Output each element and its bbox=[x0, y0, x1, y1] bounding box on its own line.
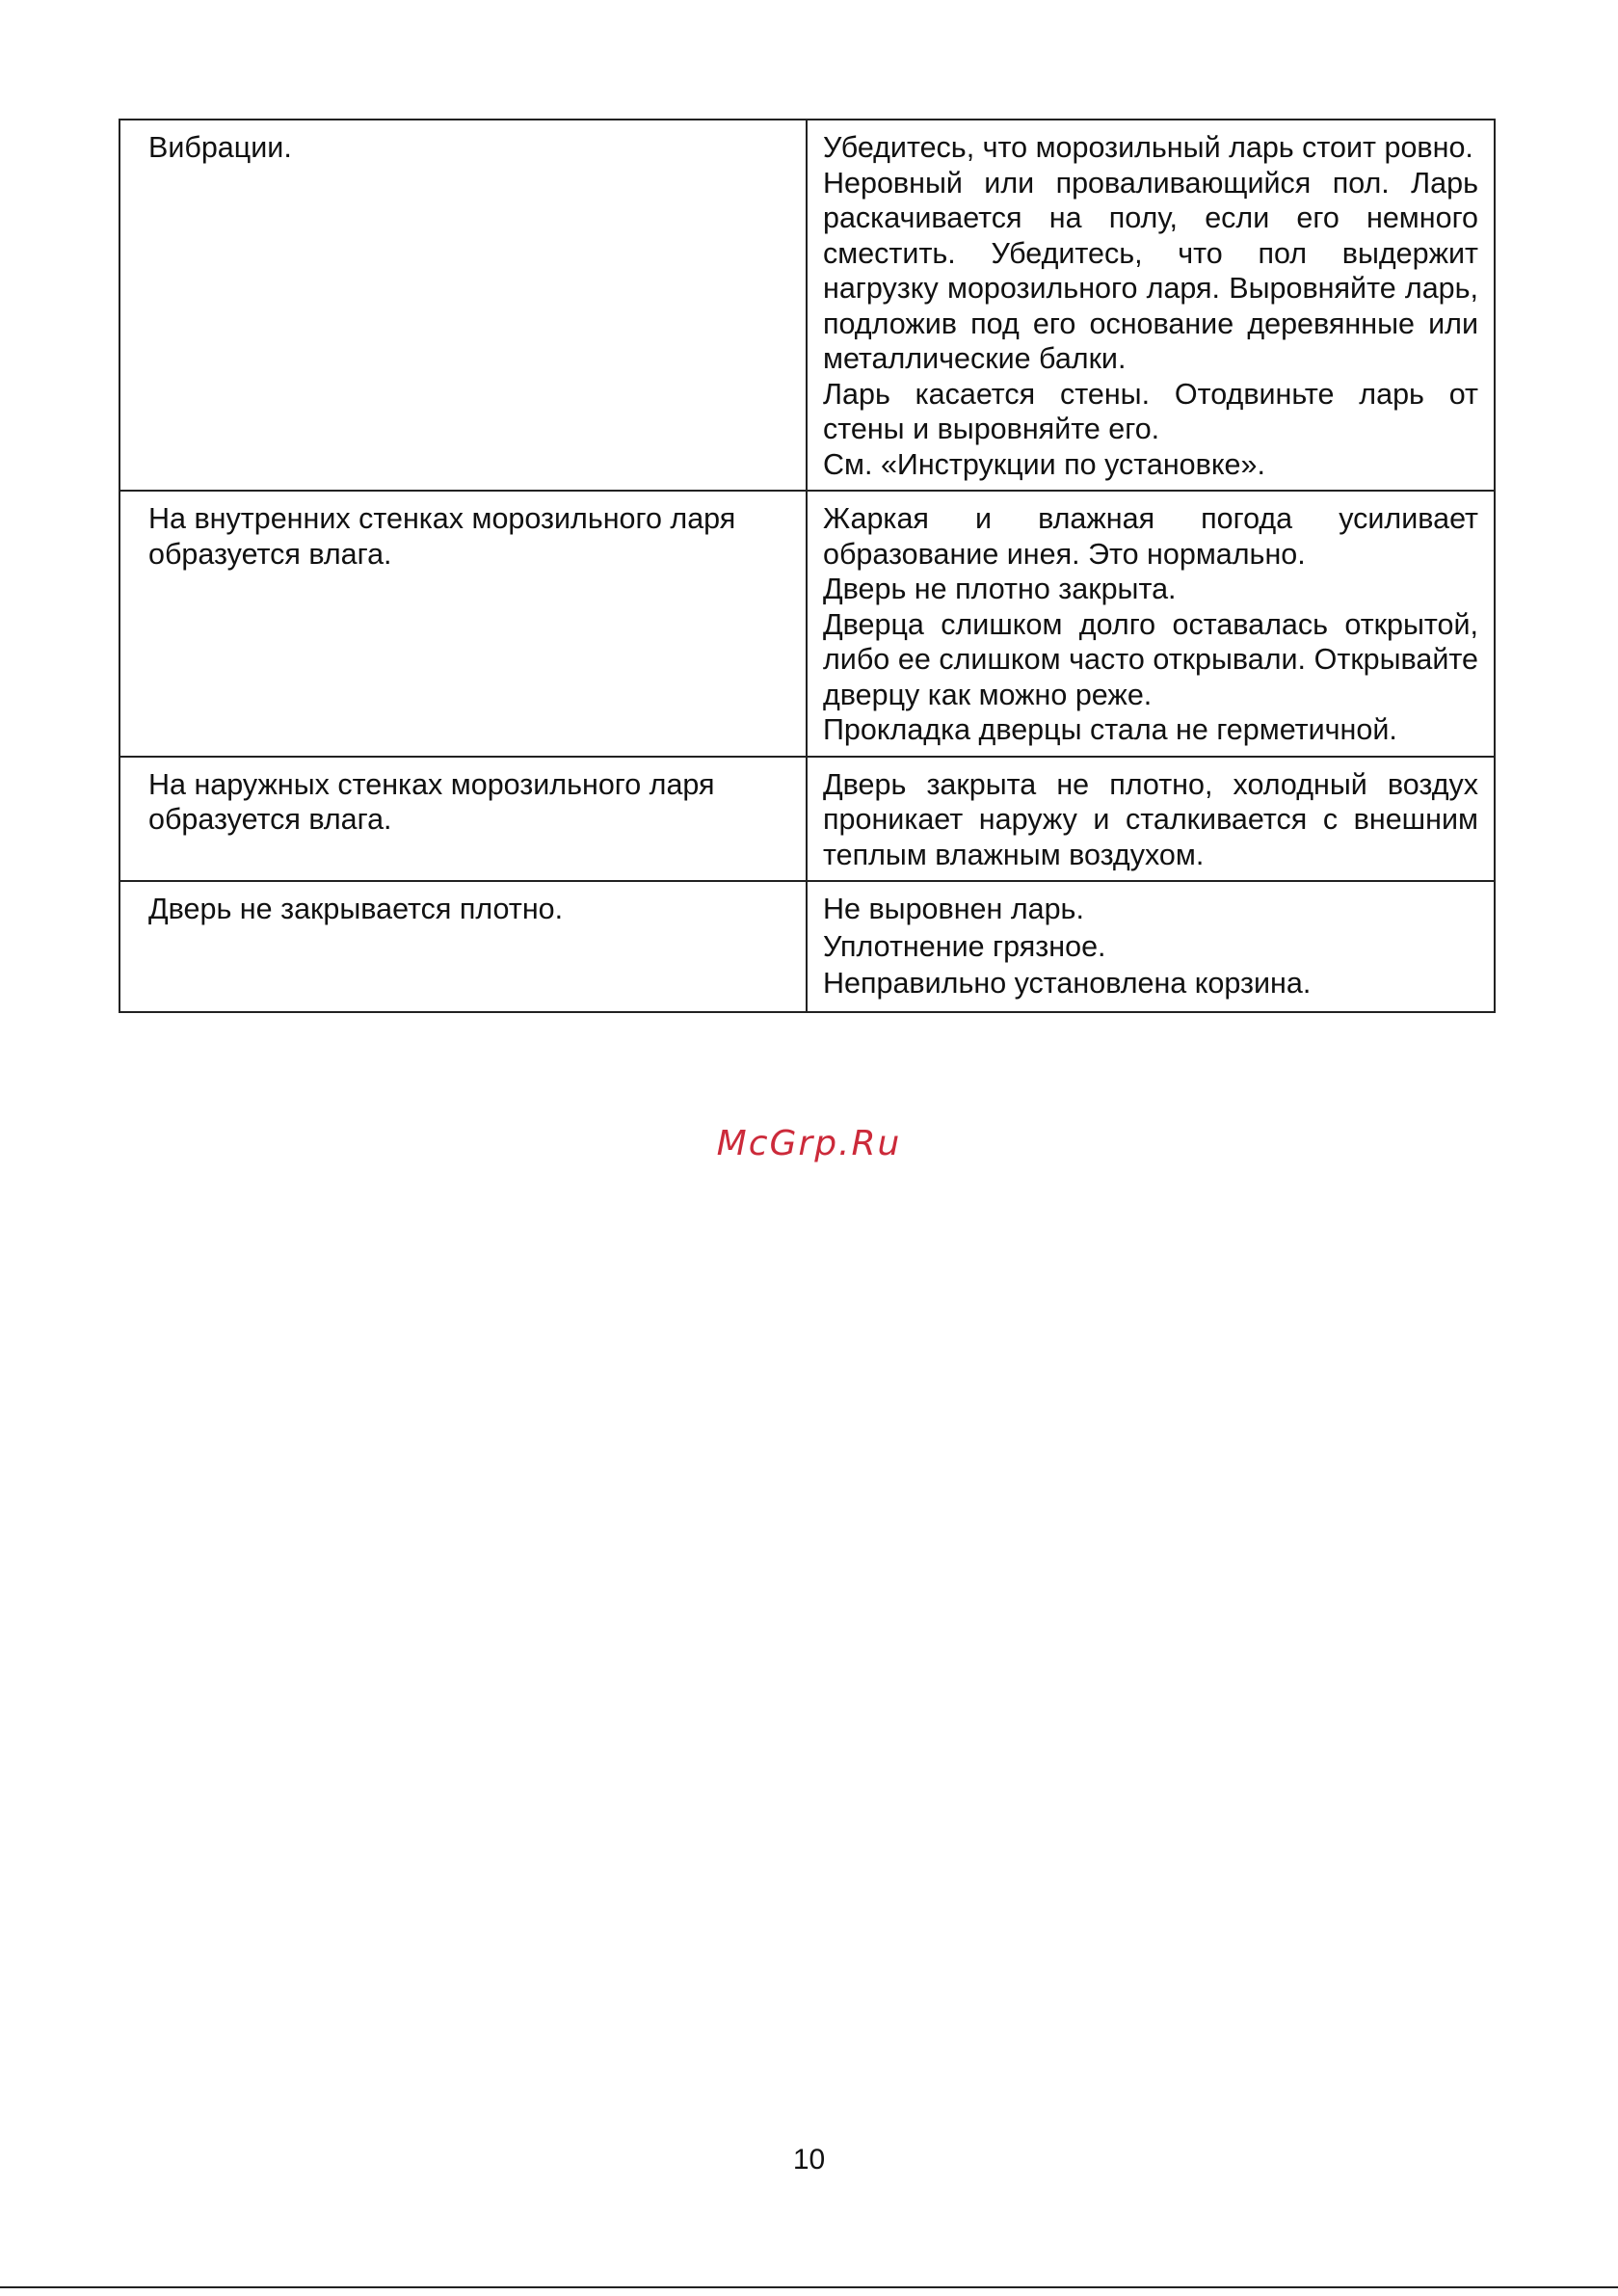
problem-cell bbox=[119, 881, 807, 1012]
solution-cell bbox=[807, 757, 1495, 882]
bottom-divider bbox=[0, 2286, 1618, 2288]
solution-text: Дверь закрыта не плотно, холодный воздух проникает наружу и сталкивается с внешним теплым влажным воздухом. bbox=[823, 767, 1478, 871]
table-row bbox=[119, 757, 1495, 882]
problem-text: На наружных стенках морозильного ларя образуется влага. bbox=[148, 767, 715, 836]
table-row bbox=[119, 881, 1495, 1012]
solution-text: Дверь не плотно закрыта. bbox=[823, 573, 1177, 605]
solution-cell bbox=[807, 491, 1495, 757]
page-number: 10 bbox=[792, 2144, 826, 2176]
problem-text: На внутренних стенках морозильного ларя образуется влага. bbox=[148, 502, 736, 571]
problem-cell bbox=[119, 757, 807, 882]
watermark-link[interactable]: McGrp.Ru bbox=[716, 1124, 902, 1163]
solution-text: Убедитесь, что морозильный ларь стоит ровно. bbox=[823, 131, 1473, 164]
solution-text: Жаркая и влажная погода усиливает образование инея. Это нормально. bbox=[823, 502, 1478, 571]
solution-cell bbox=[807, 881, 1495, 1012]
solution-text: См. «Инструкции по установке». bbox=[823, 447, 1265, 481]
solution-text: Неправильно установлена корзина. bbox=[823, 967, 1312, 1000]
solution-text: Не выровнен ларь. bbox=[823, 893, 1084, 925]
problem-cell bbox=[119, 120, 807, 491]
solution-text: Уплотнение грязное. bbox=[823, 929, 1106, 963]
troubleshooting-table bbox=[119, 119, 1496, 1013]
table-row bbox=[119, 491, 1495, 757]
problem-cell bbox=[119, 491, 807, 757]
problem-text: Дверь не закрывается плотно. bbox=[148, 893, 564, 925]
solution-text: Дверца слишком долго оставалась открытой, либо ее слишком часто открывали. Открывайте дверцу как можно реже. bbox=[823, 607, 1478, 711]
table-row bbox=[119, 120, 1495, 491]
solution-cell bbox=[807, 120, 1495, 491]
solution-text: Неровный или проваливающийся пол. Ларь раскачивается на полу, если его немного сместить. Убедитесь, что пол выдержит нагрузку морозильного ларя. Выровняйте ларь, подложив под его основание деревянные или металлические балки. bbox=[823, 166, 1478, 375]
solution-text: Ларь касается стены. Отодвиньте ларь от стены и выровняйте его. bbox=[823, 377, 1478, 445]
solution-text: Прокладка дверцы стала не герметичной. bbox=[823, 713, 1397, 746]
problem-text: Вибрации. bbox=[148, 131, 292, 164]
